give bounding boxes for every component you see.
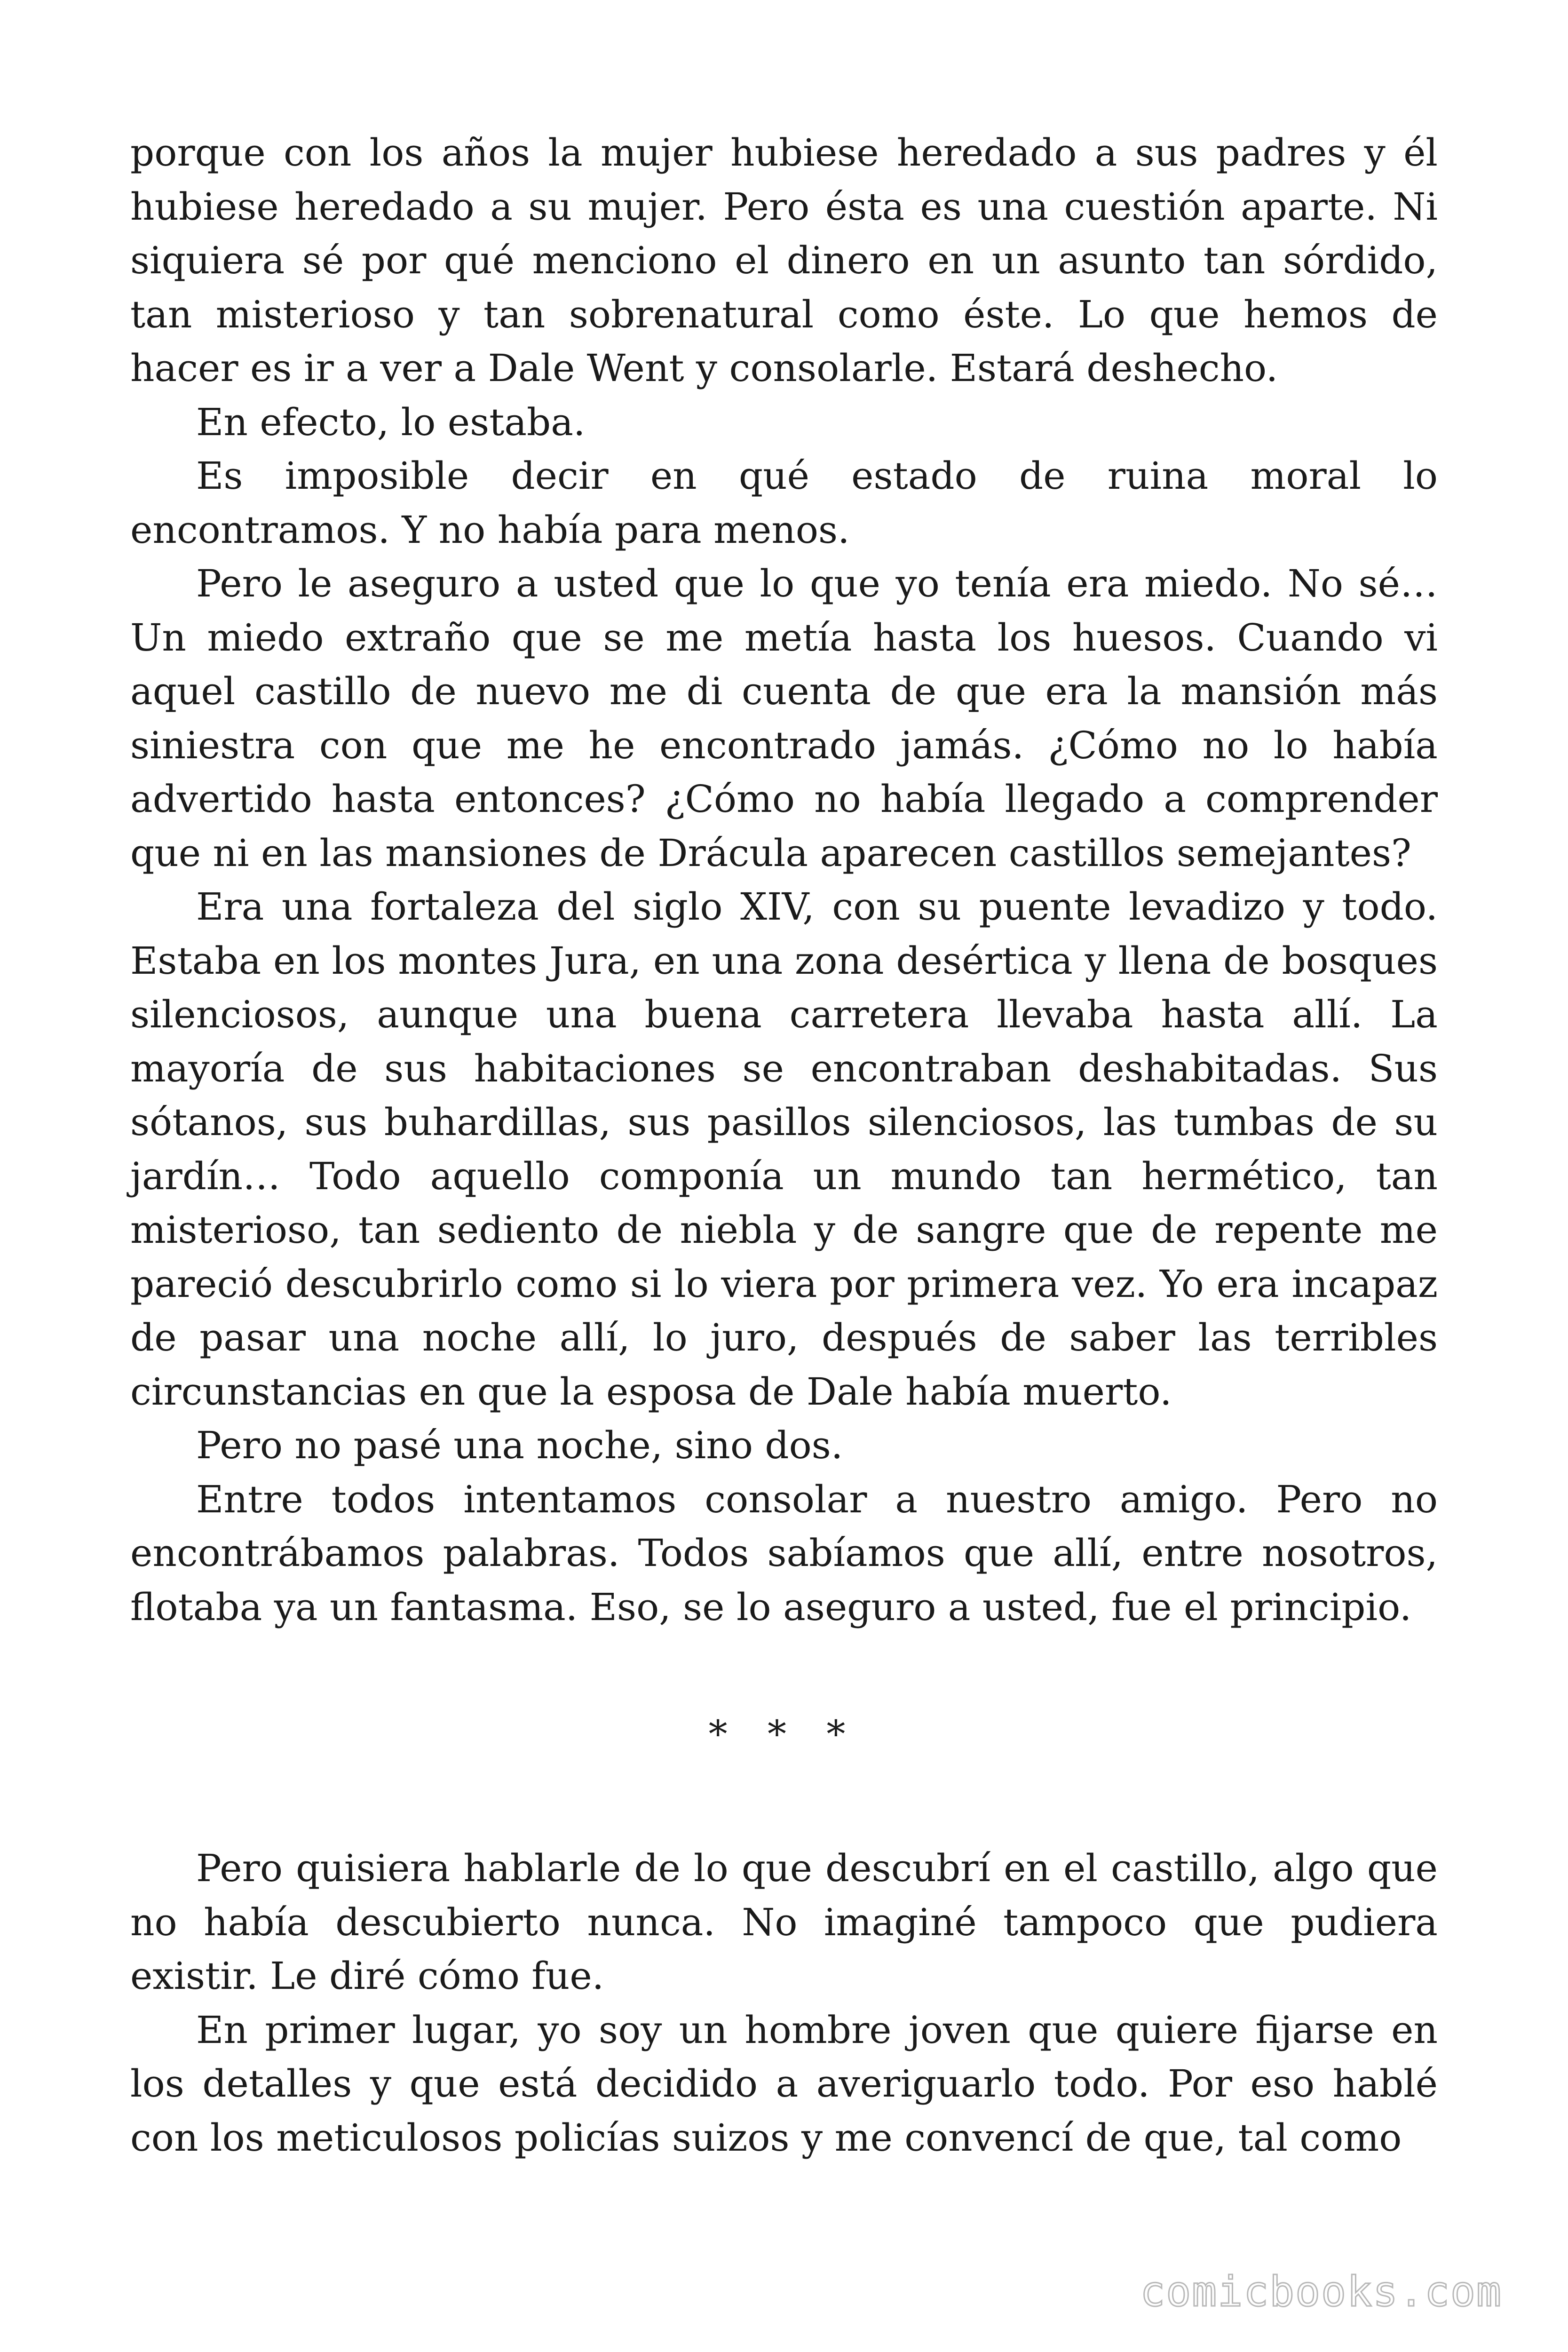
paragraph: En efecto, lo estaba.: [196, 400, 586, 444]
text-section-bottom: [130, 1842, 1438, 2165]
text-section-top: [130, 126, 1438, 1634]
paragraph: En primer lugar, yo soy un hombre joven que quiere fijarse en los detalles y que está decidido a averiguarlo todo. Por eso hablé con los meticulosos policías suizos y me convencí de que, tal como: [130, 2008, 1438, 2160]
paragraph: Pero quisiera hablarle de lo que descubrí en el castillo, algo que no había descubierto nunca. No imaginé tampoco que pudiera existir. Le diré cómo fue.: [130, 1846, 1438, 1998]
section-separator: * * *: [708, 1712, 860, 1756]
paragraph: Pero le aseguro a usted que lo que yo tenía era miedo. No sé… Un miedo extraño que se me metía hasta los huesos. Cuando vi aquel castillo de nuevo me di cuenta de que era la mansión más siniestra con que me he encontrado jamás. ¿Cómo no lo había advertido hasta entonces? ¿Cómo no había llegado a comprender que ni en las mansiones de Drácula aparecen castillos semejantes?: [130, 562, 1438, 875]
paragraph: Era una fortaleza del siglo XIV, con su puente levadizo y todo. Estaba en los montes Jura, en una zona desértica y llena de bosques silenciosos, aunque una buena carretera llevaba hasta allí. La mayoría de sus habitaciones se encontraban deshabitadas. Sus sótanos, sus buhardillas, sus pasillos silenciosos, las tumbas de su jardín… Todo aquello componía un mundo tan hermético, tan misterioso, tan sediento de niebla y de sangre que de repente me pareció descubrirlo como si lo viera por primera vez. Yo era incapaz de pasar una noche allí, lo juro, después de saber las terribles circunstancias en que la esposa de Dale había muerto.: [130, 885, 1438, 1414]
paragraph: Es imposible decir en qué estado de ruina moral lo encontramos. Y no había para menos.: [130, 454, 1438, 552]
paragraph: Entre todos intentamos consolar a nuestro amigo. Pero no encontrábamos palabras. Todos sabíamos que allí, entre nosotros, flotaba ya un fantasma. Eso, se lo aseguro a usted, fue el principio.: [130, 1477, 1438, 1629]
paragraph: Pero no pasé una noche, sino dos.: [196, 1423, 843, 1467]
paragraph-continuation: porque con los años la mujer hubiese heredado a sus padres y él hubiese heredado a su mujer. Pero ésta es una cuestión aparte. Ni siquiera sé por qué menciono el dinero en un asunto tan sórdido, tan misterioso y tan sobrenatural como éste. Lo que hemos de hacer es ir a ver a Dale Went y consolarle. Estará deshecho.: [130, 131, 1438, 390]
watermark: comicbooks.com: [1140, 2267, 1502, 2316]
